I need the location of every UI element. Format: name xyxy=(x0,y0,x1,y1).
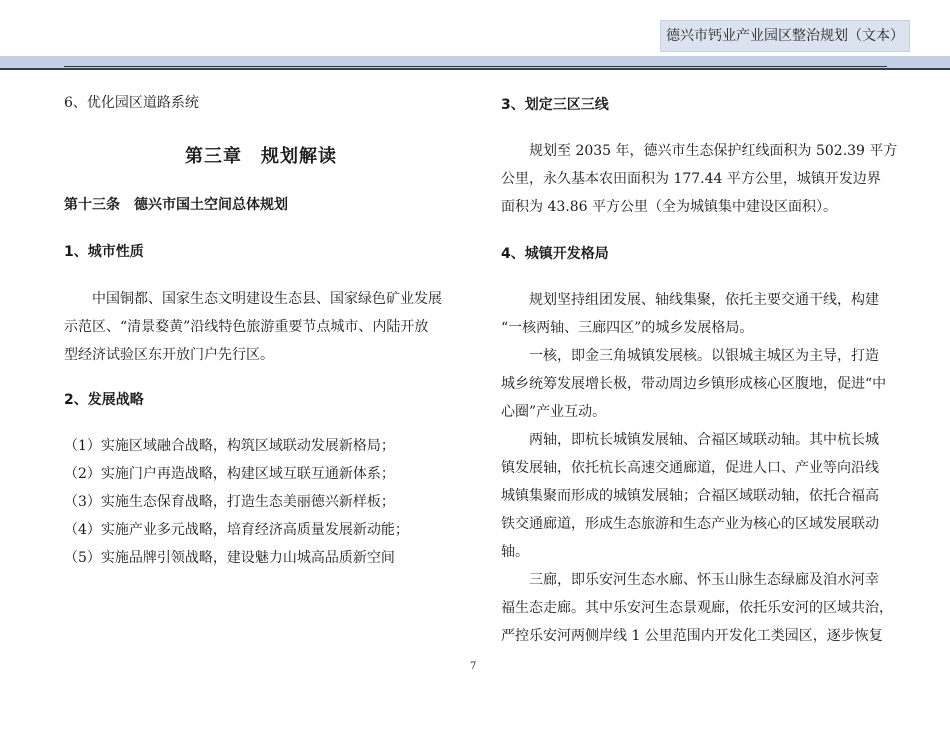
header-rule xyxy=(64,66,887,67)
section-4-title: 4、城镇开发格局 xyxy=(501,246,609,262)
strategy-item: （5）实施品牌引领战略，建设魅力山城高品质新空间 xyxy=(64,550,395,566)
section-2-title: 2、发展战略 xyxy=(64,392,144,408)
section-4-line: 规划坚持组团发展、轴线集聚，依托主要交通干线，构建 xyxy=(529,292,879,308)
section-3-line: 规划至 2035 年，德兴市生态保护红线面积为 502.39 平方 xyxy=(529,143,898,159)
section-4-line: 三廊，即乐安河生态水廊、怀玉山脉生态绿廊及洎水河幸 xyxy=(529,572,879,588)
section-4-line: 镇发展轴，依托杭长高速交通廊道，促进人口、产业等向沿线 xyxy=(501,460,879,476)
section-4-line: 铁交通廊道，形成生态旅游和生态产业为核心的区域发展联动 xyxy=(501,516,879,532)
section-3-title: 3、划定三区三线 xyxy=(501,97,609,113)
section-1-title: 1、城市性质 xyxy=(64,244,144,260)
section-1-line: 型经济试验区东开放门户先行区。 xyxy=(64,347,274,363)
section-1-line: 示范区、“清景婺黄”沿线特色旅游重要节点城市、内陆开放 xyxy=(64,319,429,335)
document-header-title: 德兴市钙业产业园区整治规划（文本） xyxy=(660,20,910,52)
section-3-line: 公里，永久基本农田面积为 177.44 平方公里，城镇开发边界 xyxy=(501,171,881,187)
section-4-line: 城镇集聚而形成的城镇发展轴；合福区域联动轴，依托合福高 xyxy=(501,488,879,504)
strategy-item: （1）实施区域融合战略，构筑区域联动发展新格局； xyxy=(64,438,395,454)
chapter-title: 第三章 规划解读 xyxy=(185,146,337,167)
section-4-line: 城乡统筹发展增长极，带动周边乡镇形成核心区腹地，促进“中 xyxy=(501,376,887,392)
section-4-line: 轴。 xyxy=(501,544,529,560)
section-4-line: 心圈”产业互动。 xyxy=(501,404,607,420)
section-3-line: 面积为 43.86 平方公里（全为城镇集中建设区面积）。 xyxy=(501,199,837,215)
section-1-line: 中国铜都、国家生态文明建设生态县、国家绿色矿业发展 xyxy=(92,291,442,307)
page-number: 7 xyxy=(470,661,477,672)
strategy-item: （2）实施门户再造战略，构建区域互联互通新体系； xyxy=(64,466,395,482)
header-band-dark xyxy=(0,68,950,70)
section-4-line: 两轴，即杭长城镇发展轴、合福区域联动轴。其中杭长城 xyxy=(529,432,879,448)
strategy-item: （3）实施生态保育战略，打造生态美丽德兴新样板； xyxy=(64,494,395,510)
item-6-text: 6、优化园区道路系统 xyxy=(64,95,199,111)
section-4-line: 严控乐安河两侧岸线 1 公里范围内开发化工类园区，逐步恢复 xyxy=(501,628,883,644)
section-4-line: “一核两轴、三廊四区”的城乡发展格局。 xyxy=(501,320,754,336)
section-4-line: 一核，即金三角城镇发展核。以银城主城区为主导，打造 xyxy=(529,348,879,364)
article-title: 第十三条 德兴市国土空间总体规划 xyxy=(64,197,288,213)
strategy-item: （4）实施产业多元战略，培育经济高质量发展新动能； xyxy=(64,522,409,538)
section-4-line: 福生态走廊。其中乐安河生态景观廊，依托乐安河的区域共治， xyxy=(501,600,893,616)
